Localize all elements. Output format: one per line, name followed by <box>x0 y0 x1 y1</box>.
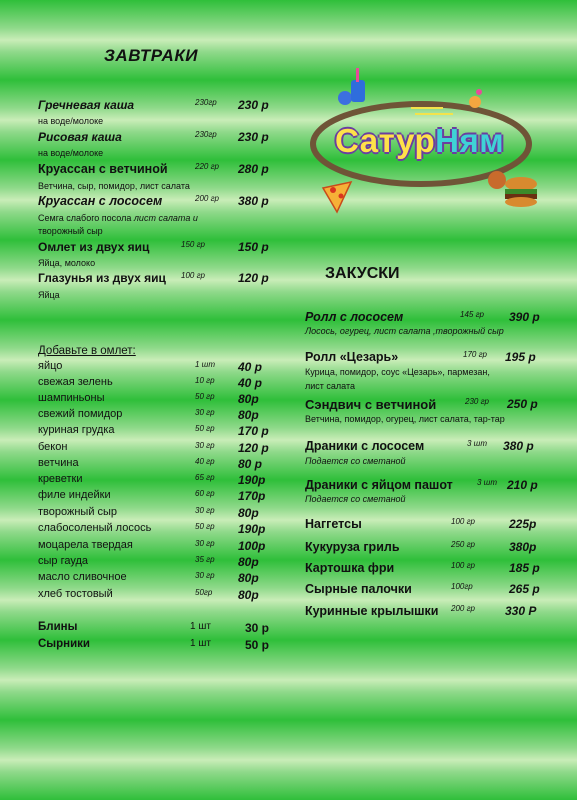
item-price: 190р <box>238 522 266 536</box>
item-price: 185 р <box>509 561 540 575</box>
list-item <box>38 588 278 604</box>
item-name: масло сливочное <box>38 571 127 583</box>
item-price: 230 р <box>238 130 269 144</box>
item-weight: 100гр <box>451 582 473 591</box>
item-price: 170р <box>238 489 266 503</box>
item-price: 380 р <box>503 439 534 453</box>
omlet-title: Добавьте в омлет: <box>38 345 136 357</box>
item-weight: 3 шт <box>477 478 497 487</box>
item-price: 80 р <box>238 457 263 471</box>
item-price: 280 р <box>238 162 269 176</box>
item-price: 190р <box>238 473 266 487</box>
item-desc: Яйца <box>38 290 60 300</box>
item-weight: 30 гр <box>195 571 215 580</box>
item-desc: Яйца, молоко <box>38 258 96 268</box>
item-weight: 60 гр <box>195 489 215 498</box>
item-name: Блины <box>38 621 78 633</box>
item-price: 170 р <box>238 424 269 438</box>
item-weight: 30 гр <box>195 408 215 417</box>
list-item <box>38 489 278 505</box>
item-name: Драники с яйцом пашот <box>305 478 453 492</box>
menu-item <box>38 194 278 210</box>
item-price: 265 р <box>509 582 540 596</box>
item-desc: на воде/молоке <box>38 148 104 158</box>
item-price: 50 р <box>245 638 270 652</box>
item-name: бекон <box>38 441 68 453</box>
item-weight: 200 гр <box>451 604 475 613</box>
list-item <box>38 457 278 473</box>
item-desc: Курица, помидор, соус «Цезарь», пармезан, <box>305 367 490 377</box>
item-price: 195 р <box>505 350 536 364</box>
list-item <box>38 360 278 376</box>
item-name: Сырные палочки <box>305 582 412 596</box>
menu-item <box>305 350 555 366</box>
item-price: 380 р <box>238 194 269 208</box>
right-column <box>305 0 555 800</box>
list-item <box>38 473 278 489</box>
menu-item <box>38 271 278 287</box>
item-price: 390 р <box>509 310 540 324</box>
item-weight: 100 гр <box>451 517 475 526</box>
list-item <box>38 522 278 538</box>
item-weight: 35 гр <box>195 555 215 564</box>
list-item <box>38 441 278 457</box>
item-weight: 50гр <box>195 588 213 597</box>
brand-name-part2: Ням <box>435 122 505 159</box>
menu-item <box>38 240 278 256</box>
item-weight: 150 гр <box>181 240 205 249</box>
item-name: шампиньоны <box>38 392 105 404</box>
menu-item <box>38 98 278 114</box>
left-column <box>38 0 278 800</box>
item-price: 30 р <box>245 621 270 635</box>
item-name: хлеб тостовый <box>38 588 113 600</box>
menu-item <box>38 638 278 654</box>
item-price: 80р <box>238 506 259 520</box>
item-desc: Ветчина, помидор, огурец, лист салата, тар-тар <box>305 414 505 424</box>
menu-item <box>305 310 555 326</box>
list-item <box>38 539 278 555</box>
item-desc: Подается со сметаной <box>305 456 406 466</box>
menu-item <box>305 397 555 413</box>
item-name: сыр гауда <box>38 555 89 567</box>
item-weight: 230гр <box>195 98 217 107</box>
item-price: 230 р <box>238 98 269 112</box>
item-name: свежий помидор <box>38 408 123 420</box>
item-price: 40 р <box>238 360 263 374</box>
item-name: Ролл «Цезарь» <box>305 350 399 364</box>
item-price: 40 р <box>238 376 263 390</box>
list-item <box>38 555 278 571</box>
item-weight: 40 гр <box>195 457 215 466</box>
item-price: 225р <box>509 517 537 531</box>
list-item <box>38 376 278 392</box>
item-price: 80р <box>238 588 259 602</box>
item-price: 100р <box>238 539 266 553</box>
item-name: Картошка фри <box>305 561 395 575</box>
item-desc-part: лист салата и <box>133 213 198 223</box>
item-weight: 1 шт <box>190 621 211 632</box>
item-weight: 145 гр <box>460 310 484 319</box>
item-name: филе индейки <box>38 489 111 501</box>
item-price: 80р <box>238 571 259 585</box>
item-price: 80р <box>238 555 259 569</box>
item-name: творожный сыр <box>38 506 118 518</box>
item-desc: на воде/молоке <box>38 116 104 126</box>
item-price: 120 р <box>238 441 269 455</box>
menu-item <box>305 604 555 620</box>
item-weight: 65 гр <box>195 473 215 482</box>
item-desc: Лосось, огурец, лист салата ,творожный сыр <box>305 326 504 336</box>
item-name: Глазунья из двух яиц <box>38 271 166 285</box>
item-desc <box>38 213 198 223</box>
item-name: Драники с лососем <box>305 439 425 453</box>
item-name: Ролл с лососем <box>305 310 404 324</box>
item-name: Круассан с лососем <box>38 194 163 208</box>
item-weight: 30 гр <box>195 506 215 515</box>
list-item <box>38 571 278 587</box>
item-name: слабосоленый лосось <box>38 522 152 534</box>
item-weight: 50 гр <box>195 424 215 433</box>
item-desc: Ветчина, сыр, помидор, лист салата <box>38 181 190 191</box>
item-price: 80р <box>238 392 259 406</box>
brand-name-part1: Сатур <box>335 122 436 159</box>
item-weight: 100 гр <box>451 561 475 570</box>
item-name: Сырники <box>38 638 90 650</box>
item-price: 380р <box>509 540 537 554</box>
menu-item <box>38 621 278 637</box>
list-item <box>38 506 278 522</box>
item-price: 250 р <box>507 397 538 411</box>
item-weight: 3 шт <box>467 439 487 448</box>
item-price: 80р <box>238 408 259 422</box>
menu-item <box>305 517 555 533</box>
item-name: Омлет из двух яиц <box>38 240 150 254</box>
item-weight: 200 гр <box>195 194 219 203</box>
item-name: креветки <box>38 473 83 485</box>
item-weight: 220 гр <box>195 162 219 171</box>
item-name: свежая зелень <box>38 376 113 388</box>
item-desc: лист салата <box>305 381 355 391</box>
item-weight: 1 шт <box>190 638 211 649</box>
menu-item <box>305 582 555 598</box>
item-name: яйцо <box>38 360 63 372</box>
list-item <box>38 392 278 408</box>
menu-item <box>305 561 555 577</box>
list-item <box>38 408 278 424</box>
item-weight: 170 гр <box>463 350 487 359</box>
menu-item <box>305 439 555 455</box>
item-desc: творожный сыр <box>38 226 103 236</box>
menu-item <box>38 162 278 178</box>
item-name: ветчина <box>38 457 79 469</box>
list-item <box>38 424 278 440</box>
item-name: Кукуруза гриль <box>305 540 400 554</box>
item-name: моцарела твердая <box>38 539 133 551</box>
item-price: 120 р <box>238 271 269 285</box>
item-weight: 50 гр <box>195 392 215 401</box>
item-weight: 30 гр <box>195 539 215 548</box>
item-name: Гречневая каша <box>38 98 135 112</box>
menu-item <box>305 478 555 494</box>
item-desc-part: Семга слабого посола <box>38 213 132 223</box>
item-name: Сэндвич с ветчиной <box>305 397 437 412</box>
item-name: куриная грудка <box>38 424 115 436</box>
item-price: 150 р <box>238 240 269 254</box>
item-name: Куринные крылышки <box>305 604 439 618</box>
snacks-title: ЗАКУСКИ <box>325 265 400 282</box>
menu-item <box>38 130 278 146</box>
item-weight: 30 гр <box>195 441 215 450</box>
item-price: 210 р <box>507 478 538 492</box>
item-weight: 10 гр <box>195 376 215 385</box>
item-price: 330 Р <box>505 604 537 618</box>
item-weight: 250 гр <box>451 540 475 549</box>
item-weight: 50 гр <box>195 522 215 531</box>
item-weight: 230гр <box>195 130 217 139</box>
item-weight: 1 шт <box>195 360 215 369</box>
menu-item <box>305 540 555 556</box>
item-name: Наггетсы <box>305 517 362 531</box>
item-desc: Подается со сметаной <box>305 494 406 504</box>
item-name: Рисовая каша <box>38 130 122 144</box>
item-weight: 100 гр <box>181 271 205 280</box>
breakfast-title: ЗАВТРАКИ <box>104 46 199 65</box>
item-weight: 230 гр <box>465 397 489 406</box>
item-name: Круассан с ветчиной <box>38 162 168 176</box>
